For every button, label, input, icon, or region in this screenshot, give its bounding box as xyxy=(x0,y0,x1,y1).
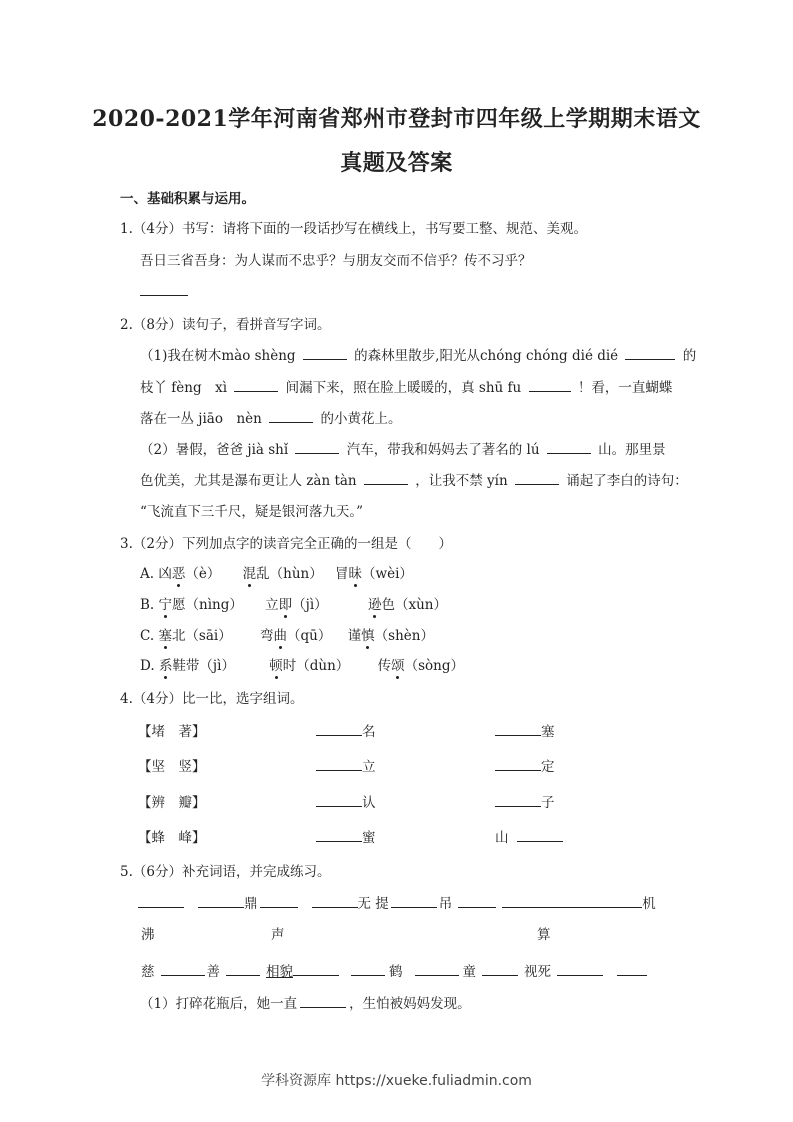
question-2-line xyxy=(140,344,696,364)
answer-blank[interactable] xyxy=(300,993,346,1008)
answer-blank[interactable] xyxy=(547,439,591,454)
q2-text: 的森林里散步,阳光从chóng chóng dié dié xyxy=(354,348,619,364)
answer-blank[interactable] xyxy=(515,470,559,485)
question-2-heading: 2.（8分）读句子，看拼音写字词。 xyxy=(120,317,331,333)
word-fill[interactable]: 子 xyxy=(495,791,555,811)
word-fill[interactable]: 蜜 xyxy=(316,826,376,846)
idiom-row[interactable]: 鼎 无 提 吊 机 xyxy=(138,892,656,912)
question-1-text: 吾日三省吾身：为人谋而不忠乎？与朋友交而不信乎？传不习乎？ xyxy=(140,253,532,269)
q2-text: 间漏下来，照在脸上暖暖的，真 shū fu xyxy=(285,380,522,396)
answer-blank[interactable] xyxy=(295,439,339,454)
q2-text: 枝丫 fèng xì xyxy=(140,380,228,396)
q2-text: ！看，一直蝴蝶 xyxy=(577,380,673,396)
word-fill[interactable]: 名 xyxy=(316,720,376,740)
word-fill[interactable]: 定 xyxy=(495,755,555,775)
document-title-line2: 真题及答案 xyxy=(340,150,453,176)
answer-blank[interactable] xyxy=(269,408,313,423)
answer-blank[interactable] xyxy=(529,377,571,392)
question-5-heading: 5.（6分）补充词语，并完成练习。 xyxy=(120,864,331,880)
dotted-char: 颂 xyxy=(391,654,405,674)
dotted-char: 即 xyxy=(279,593,293,613)
idiom-row-chars: 算 xyxy=(537,927,551,943)
word-pair: 【堵 著】 xyxy=(138,724,206,740)
question-2-line xyxy=(140,407,401,427)
footer-watermark: 学科资源库 https://xueke.fuliadmin.com xyxy=(261,1073,532,1089)
answer-blank[interactable] xyxy=(625,345,675,360)
question-1-answer-line[interactable] xyxy=(137,281,191,300)
word-pair: 【坚 竖】 xyxy=(138,759,206,775)
question-2-poem: “飞流直下三千尺，疑是银河落九天。” xyxy=(140,504,364,520)
q2-text: 山。那里景 xyxy=(598,442,666,458)
q2-text: 的 xyxy=(682,348,697,364)
question-2-line xyxy=(140,376,672,396)
q2-text: （1)我在树木mào shèng xyxy=(140,348,296,364)
q2-text: （2）暑假，爸爸 jià shǐ xyxy=(140,442,289,458)
question-5-sub-1: （1）打碎花瓶后，她一直 ，生怕被妈妈发现。 xyxy=(140,992,471,1012)
q2-text: 色优美，尤其是瀑布更让人 zàn tàn xyxy=(140,473,357,489)
word-pair: 【辨 瓣】 xyxy=(138,795,206,811)
q2-text: 诵起了李白的诗句： xyxy=(566,473,688,489)
dotted-char: 曲 xyxy=(274,624,288,644)
word-fill[interactable]: 山 xyxy=(495,826,566,846)
dotted-char: 昧 xyxy=(349,562,363,582)
dotted-char: 塞 xyxy=(158,624,172,644)
q2-text: ，让我不禁 yín xyxy=(415,473,508,489)
dotted-char: 逊 xyxy=(368,593,382,613)
question-3-option-d[interactable]: D. 系鞋带（jì） 顿时（dùn） 传颂（sòng） xyxy=(140,654,464,674)
question-3-option-c[interactable]: C. 塞北（sāi） 弯曲（qū） 谨慎（shèn） xyxy=(140,624,434,644)
question-4-heading: 4.（4分）比一比，选字组词。 xyxy=(120,691,304,707)
question-1-heading: 1.（4分）书写：请将下面的一段话抄写在横线上，书写要工整、规范、美观。 xyxy=(120,221,587,237)
idiom-row[interactable]: 慈 善 相貌 鹤 童 视死 xyxy=(141,960,647,980)
answer-blank[interactable] xyxy=(364,470,408,485)
dotted-char: 混 xyxy=(243,562,257,582)
q2-text: 汽车，带我和妈妈去了著名的 lú xyxy=(346,442,540,458)
dotted-char: 恶 xyxy=(172,562,186,582)
question-3-option-a[interactable]: A. 凶恶（è） 混乱（hùn） 冒昧（wèi） xyxy=(140,562,413,582)
section-heading: 一、基础积累与运用。 xyxy=(120,191,255,207)
answer-blank[interactable] xyxy=(234,377,278,392)
question-3-option-b[interactable]: B. 宁愿（nìng） 立即（jì） 逊色（xùn） xyxy=(140,593,447,613)
idiom-row-chars: 沸 xyxy=(141,927,155,943)
dotted-char: 系 xyxy=(159,654,173,674)
dotted-char: 慎 xyxy=(361,624,375,644)
dotted-char: 宁 xyxy=(159,593,173,613)
question-3-heading: 3.（2分）下列加点字的读音完全正确的一组是（ ） xyxy=(120,536,452,552)
document-title: 2020-2021学年河南省郑州市登封市四年级上学期期末语文 xyxy=(92,106,701,132)
word-fill[interactable]: 塞 xyxy=(495,720,555,740)
q2-text: 落在一丛 jiāo nèn xyxy=(140,411,262,427)
question-2-line xyxy=(140,469,688,489)
word-fill[interactable]: 认 xyxy=(316,791,376,811)
question-2-line xyxy=(140,438,666,458)
idiom-row-chars: 声 xyxy=(271,927,285,943)
dotted-char: 顿 xyxy=(269,654,283,674)
answer-blank[interactable] xyxy=(303,345,347,360)
q2-text: 的小黄花上。 xyxy=(320,411,402,427)
word-fill[interactable]: 立 xyxy=(316,755,376,775)
word-pair: 【蜂 峰】 xyxy=(138,830,206,846)
